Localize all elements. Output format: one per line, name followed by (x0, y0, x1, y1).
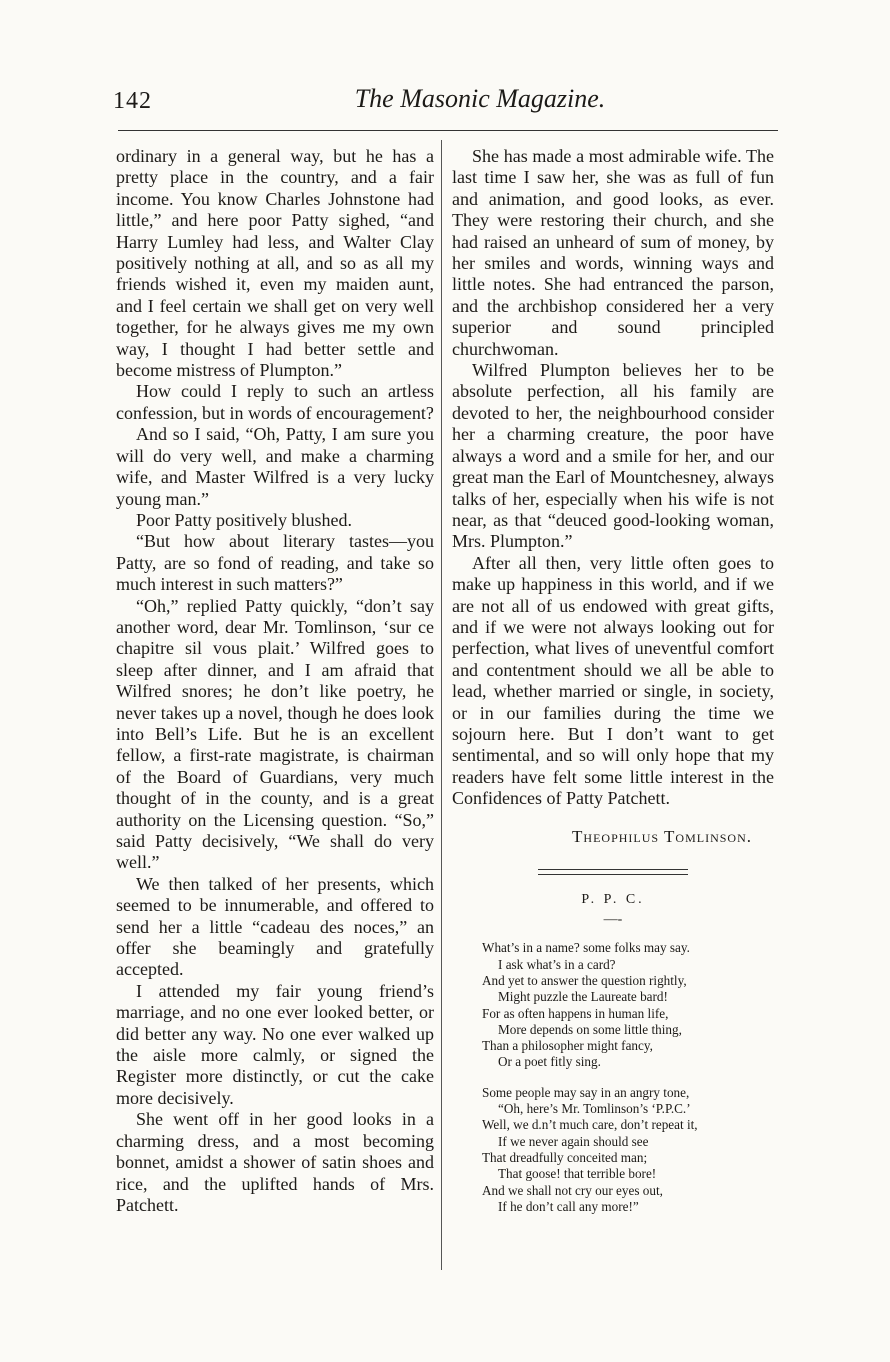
running-title: The Masonic Magazine. (354, 84, 606, 113)
poem-line: Might puzzle the Laureate bard! (498, 989, 668, 1005)
poem-line: That goose! that terrible bore! (498, 1166, 657, 1182)
header-rule (118, 130, 778, 131)
right-column-body (452, 146, 774, 810)
paragraph: Wilfred Plumpton believes her to be absolute perfection, all his family are devoted to her, the neighbourhood consider her a charming creature, the poor have always a word and a smile for her, and our great man the Earl of Mountchesney, always talks of her, especially when his wife is not near, as that “deuced good-looking woman, Mrs. Plumpton.” (452, 360, 774, 552)
poem (452, 940, 774, 1215)
left-column (116, 146, 434, 1216)
poem-line: If we never again should see (498, 1133, 649, 1149)
paragraph: She went off in her good looks in a charming dress, and a most becoming bonnet, amidst a shower of satin shoes and rice, and the uplifted hands of Mrs. Patchett. (116, 1109, 434, 1215)
poem-line: If he don’t call any more!” (498, 1198, 639, 1214)
paragraph: “But how about literary tastes—you Patty, are so fond of reading, and take so much interest in such matters?” (116, 531, 434, 595)
column-divider (441, 140, 442, 1270)
poem-line: For as often happens in human life, (482, 1005, 669, 1021)
paragraph: I attended my fair young friend’s marriage, and no one ever looked better, or did better any way. No one ever walked up the aisle more calmly, or signed the Register more distinctly, or cut the cake more decisively. (116, 980, 434, 1108)
poem-line: Well, we d.n’t much care, don’t repeat it, (482, 1117, 698, 1133)
poem-line: And we shall not cry our eyes out, (482, 1182, 663, 1198)
poem-line: “Oh, here’s Mr. Tomlinson’s ‘P.P.C.’ (498, 1101, 691, 1117)
poem-title: P. P. C. (581, 892, 645, 907)
right-column (452, 146, 774, 1215)
paragraph: After all then, very little often goes to make up happiness in this world, and if we are not all of us endowed with great gifts, and if we were not always looking out for perfection, what lives of uneventful comfort and contentment should we all be able to lead, whether married or single, in society, or in our families during the time we sojourn here. But I don’t want to get sentimental, and so will only hope that my readers have felt some little interest in the Confidences of Patty Patchett. (452, 552, 774, 809)
poem-line: I ask what’s in a card? (498, 956, 616, 972)
paragraph: She has made a most admirable wife. The last time I saw her, she was as full of fun and animation, and good looks, as ever. They were restoring their church, and she had raised an unheard of sum of money, by her smiles and words, winning ways and little notes. She had entranced the parson, and the archbishop considered her a very superior and sound principled churchwoman. (452, 146, 774, 359)
paragraph: How could I reply to such an artless confession, but in words of encouragement? (116, 381, 434, 423)
page-number: 142 (113, 88, 152, 114)
paragraph: ordinary in a general way, but he has a pretty place in the country, and a fair income. You know Charles Johnstone had little,” and here poor Patty sighed, “and Harry Lumley had less, and Walter Clay positively nothing at all, and so as all my friends wished it, even my maiden aunt, and I feel certain we shall get on very well together, for he always gives me my own way, I thought I had better settle and become mistress of Plumpton.” (116, 146, 434, 381)
paragraph: We then talked of her presents, which seemed to be innumerable, and offered to send her a little “cadeau des noces,” an offer she beamingly and gratefully accepted. (116, 873, 434, 980)
paragraph: And so I said, “Oh, Patty, I am sure you will do very well, and make a charming wife, and Master Wilfred is a very lucky young man.” (116, 424, 434, 509)
poem-line: Or a poet fitly sing. (498, 1054, 601, 1070)
poem-stanza (482, 1085, 774, 1215)
poem-line: Than a philosopher might fancy, (482, 1038, 653, 1054)
poem-line: And yet to answer the question rightly, (482, 973, 687, 988)
paragraph: Poor Patty positively blushed. (136, 509, 352, 530)
section-separator (538, 869, 688, 875)
poem-line: That dreadfully conceited man; (482, 1149, 648, 1165)
poem-line: More depends on some little thing, (498, 1021, 682, 1037)
author-signature: Theophilus Tomlinson. (572, 826, 752, 846)
poem-line: What’s in a name? some folks may say. (482, 940, 690, 956)
poem-stanza (482, 940, 774, 1070)
poem-line: Some people may say in an angry tone, (482, 1084, 690, 1100)
paragraph: “Oh,” replied Patty quickly, “don’t say another word, dear Mr. Tomlinson, ‘sur ce chapitre sil vous plait.’ Wilfred goes to sleep after dinner, and I am afraid that Wilfred snores; he don’t like poetry, he never takes up a novel, though he does look into Bell’s Life. But he is an excellent fellow, a first-rate magistrate, is chairman of the Board of Guardians, very much thought of in the county, and is a great authority on the Licensing question. “So,” said Patty decisively, “We shall do very well.” (116, 595, 434, 873)
poem-dash: —- (603, 912, 623, 928)
